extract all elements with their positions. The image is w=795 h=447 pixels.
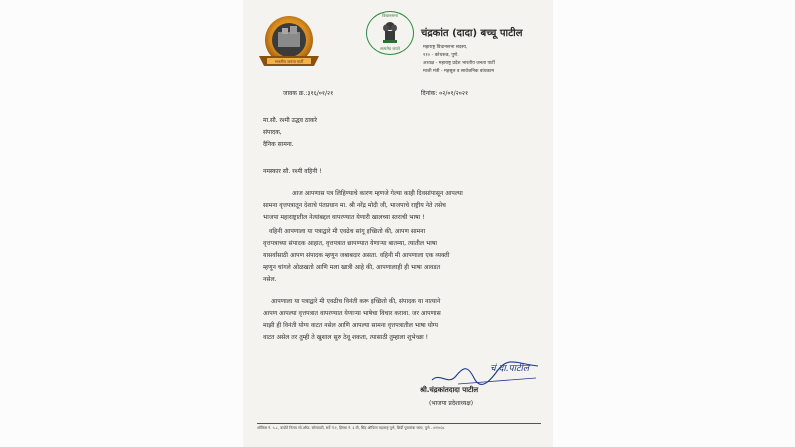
salutation: नमस्कार सौ. रश्मी वहिनी ! bbox=[263, 168, 322, 175]
party-logo-icon bbox=[257, 14, 321, 72]
logo-caption: भारतीय जनता पार्टी bbox=[274, 59, 304, 64]
letter-date: दिनांक: ०२/०१/२०२१ bbox=[421, 90, 469, 97]
state-emblem bbox=[366, 11, 414, 55]
sender-name: चंद्रकांत (दादा) बच्चू पाटील bbox=[421, 28, 523, 39]
recipient-name: मा.सौ. रश्मी उद्धव ठाकरे bbox=[263, 117, 317, 124]
paragraph-3-line: माझी ही विनंती योग्य वाटत नसेल आणि आपल्या सामना वृत्तपत्रातील भाषा योग्य bbox=[263, 322, 439, 329]
signatory-name: श्री.चंद्रकांतदादा पाटील bbox=[420, 386, 479, 394]
handwritten-signature bbox=[428, 358, 543, 386]
footer-divider bbox=[257, 423, 541, 424]
signature-text: चं.दा.पाटील bbox=[490, 364, 529, 374]
paragraph-1-line: सामना वृत्तपत्रातून देशाचे पंतप्रधान मा. श्री नरेंद्र मोदी जी, भाजपाचे राष्ट्रीय नेते तसेच bbox=[263, 202, 446, 209]
header-line-4: माजी मंत्री - महसूल व सार्वजनिक बांधकाम bbox=[423, 69, 495, 74]
paragraph-1-line: भाजपा महाराष्ट्रातील नेत्यांबद्दल वापरण्यात येणारी खालच्या स्तराची भाषा ! bbox=[263, 214, 425, 221]
right-margin bbox=[553, 0, 795, 447]
paragraph-3-line: वाटत असेल तर तुम्ही ते खुशाल सुरु ठेवू शकता, त्यासाठी तुम्हाला शुभेच्छा ! bbox=[263, 334, 429, 341]
paragraph-1-line: आज आपणास पत्र लिहिण्याचे कारण म्हणजे गेल्या काही दिवसांपासून आपल्या bbox=[292, 190, 463, 197]
signatory-designation: (भाजपा प्रदेशाध्यक्ष) bbox=[429, 400, 474, 407]
emblem-motto: सत्यमेव जयते bbox=[380, 46, 400, 51]
paragraph-2-line: नसेल. bbox=[263, 276, 277, 283]
letter-page bbox=[243, 0, 553, 447]
recipient-newspaper: दैनिक सामना. bbox=[263, 141, 294, 148]
ashoka-emblem-icon bbox=[382, 20, 398, 45]
paragraph-2-line: म्हणून चांगले ओळखतो आणि मला खात्री आहे की, आपणालाही ही भाषा आवडत bbox=[263, 264, 441, 271]
header-line-1: महाराष्ट्र विधानसभा सदस्य, bbox=[423, 45, 468, 50]
reference-number: जावक क्र.:३१६/०१/२१ bbox=[283, 90, 334, 97]
recipient-title: संपादक, bbox=[263, 129, 282, 136]
emblem-top-text: विधानसभा bbox=[382, 13, 398, 18]
left-margin bbox=[0, 0, 243, 447]
footer-address: ऑफिस नं. ५-८, कपोते निलय सो.ऑफ. सोसायटी, सर्वे नं.१, हिस्सा नं. ६ बी, सिंह ऑफिस महाराष्ट्र पुणे, शिर्डी पुणतांबा रस्ता, पुणे - ४११०३८ bbox=[257, 426, 445, 430]
paragraph-3-line: आपणाला या पत्राद्वारे मी एवढीच विनंती करू इच्छितो की, संपादक या नात्याने bbox=[271, 298, 441, 305]
paragraph-2-line: वृत्तपत्राच्या संपादक आहात, वृत्तपत्रात छापण्यात येणाऱ्या बातम्या, त्यातील भाषा bbox=[263, 240, 437, 247]
paragraph-2-line: यासर्वांसाठी आपण संपादक म्हणून जबाबदार असता. वहिनी मी आपणाला एक व्यक्ती bbox=[263, 252, 450, 259]
paragraph-2-line: वहिनी आपणाला या पत्राद्वारे मी एवढेच सांगू इच्छितो की, आपण सामना bbox=[269, 228, 426, 235]
header-line-2: ११० - कोथरूड, पुणे. bbox=[423, 53, 459, 58]
header-line-3: अध्यक्ष - महाराष्ट्र प्रदेश भारतीय जनता पार्टी bbox=[423, 61, 495, 66]
paragraph-3-line: आपण आपल्या वृत्तपत्रात वापरण्यात येणाऱ्या भाषेचा विचार करावा. जर आपणास bbox=[263, 310, 441, 317]
